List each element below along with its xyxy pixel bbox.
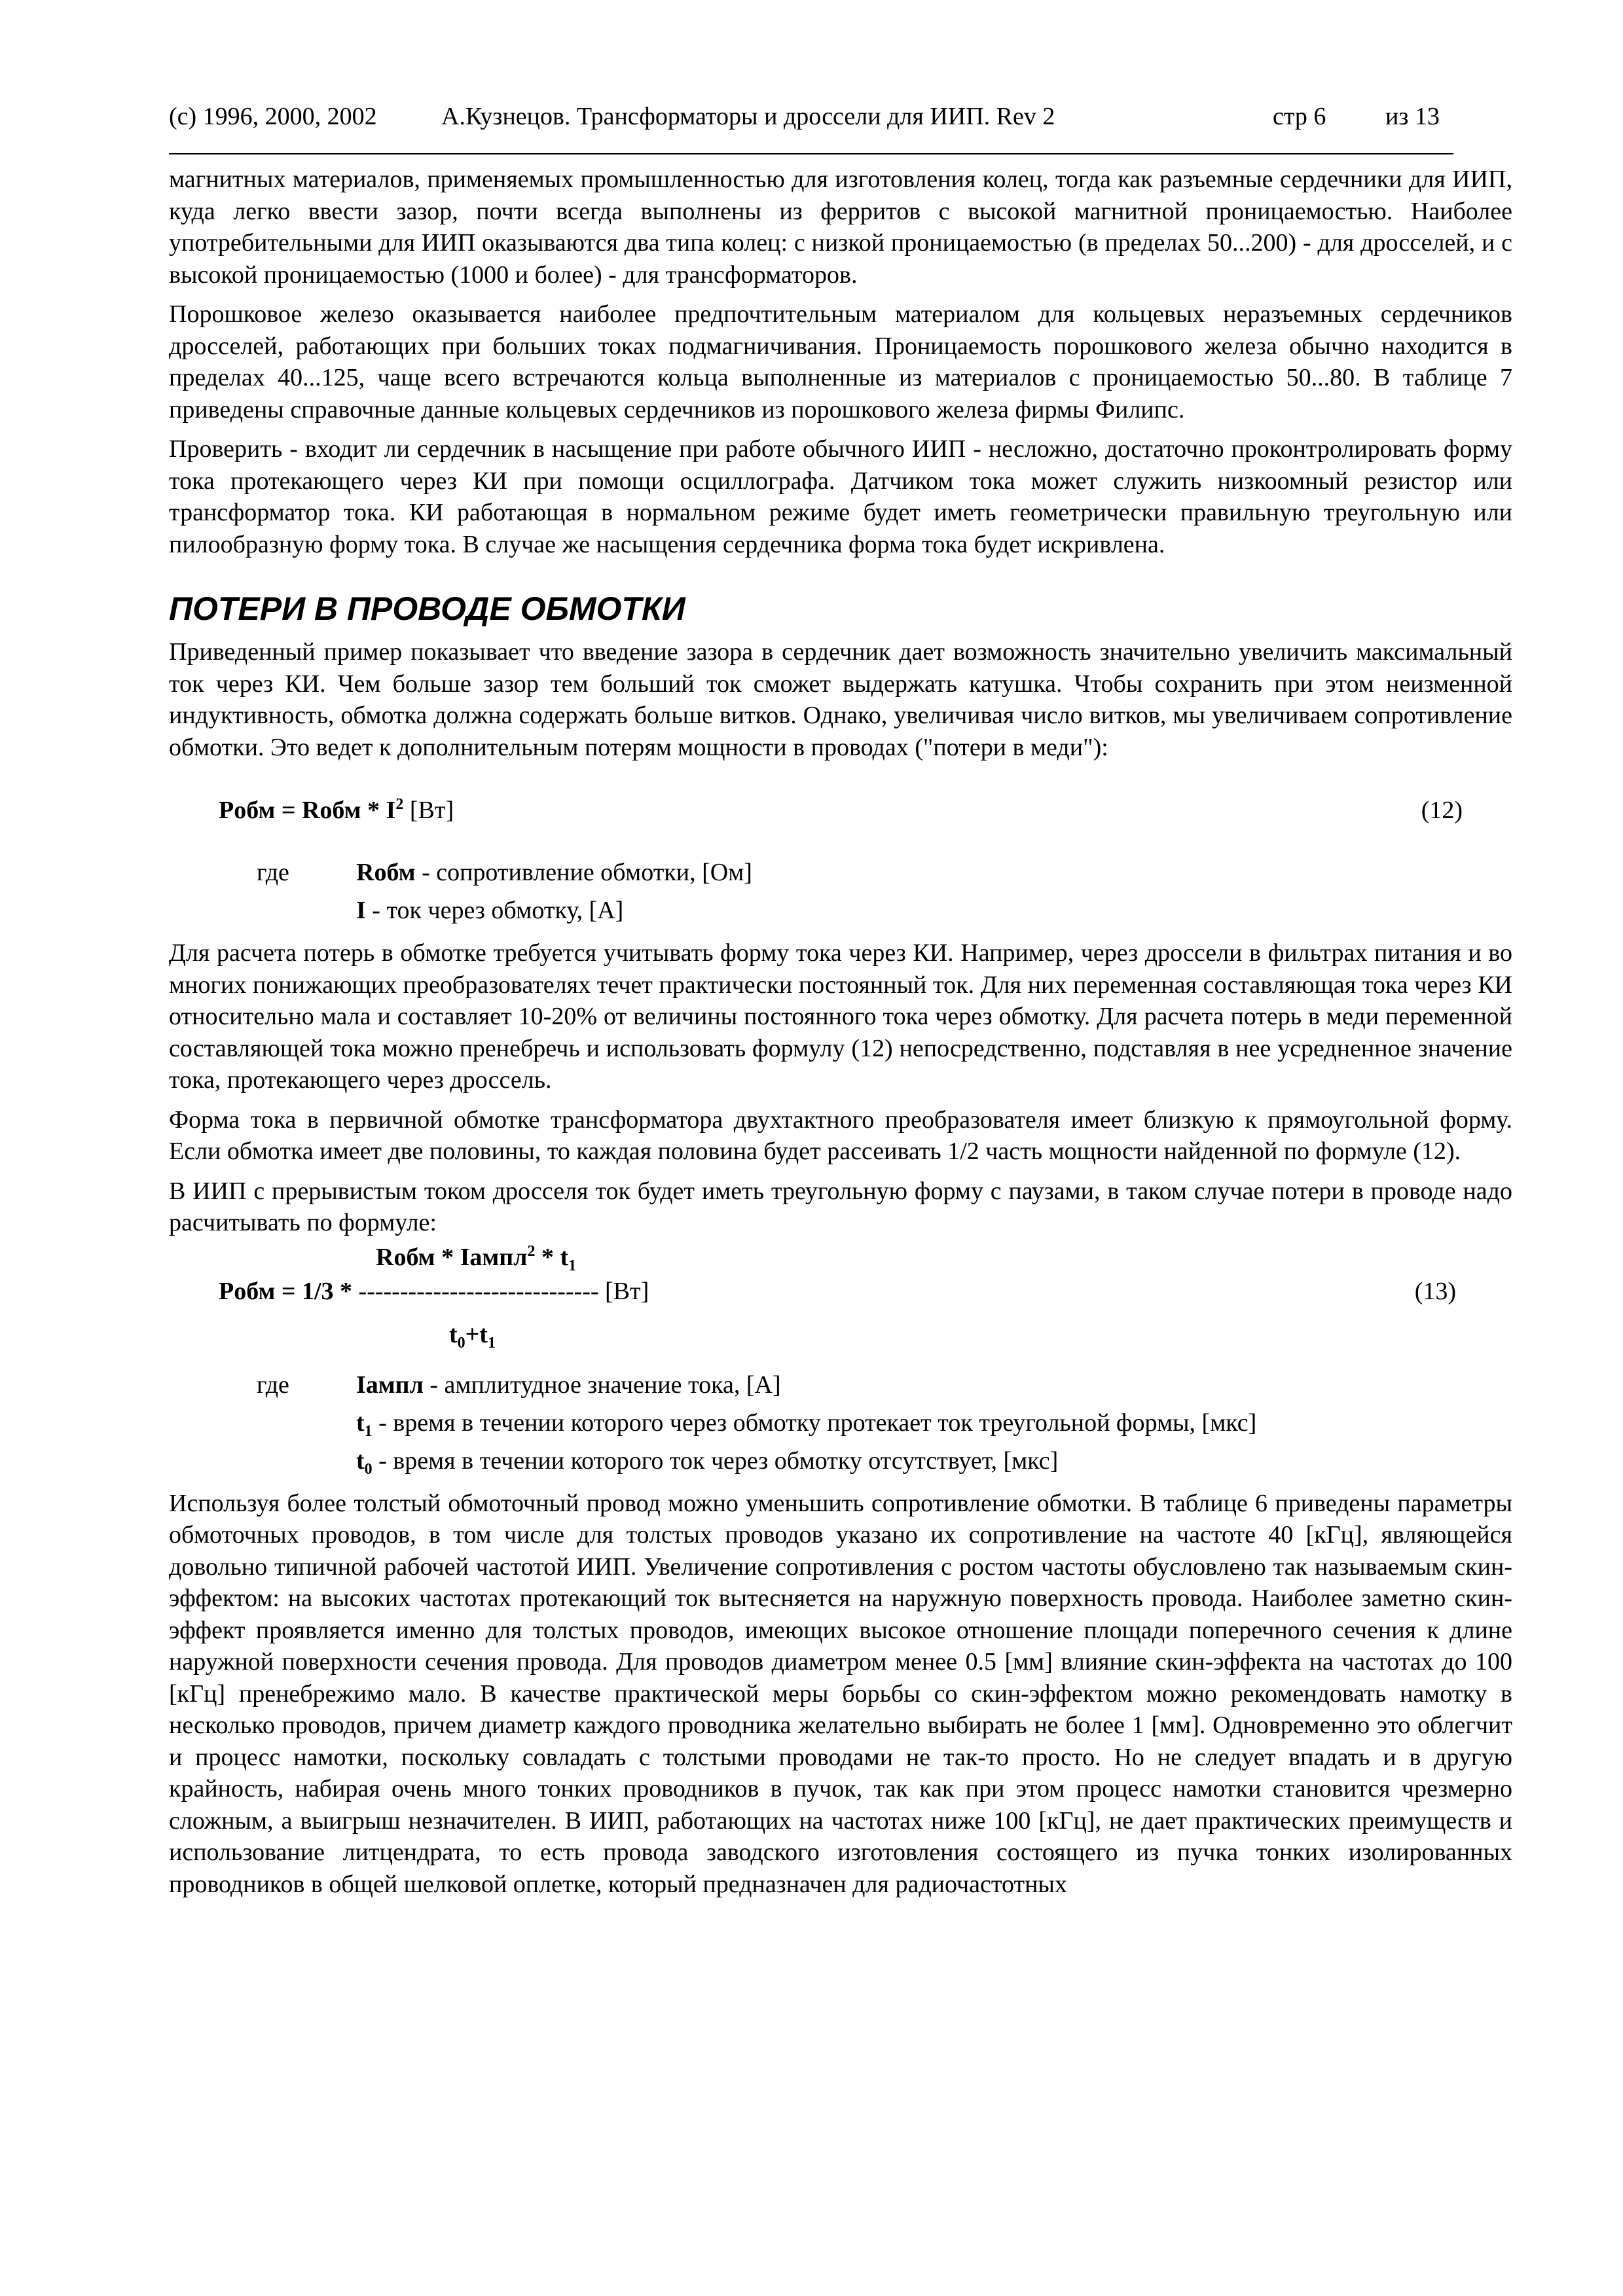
paragraph-1: магнитных материалов, применяемых промышленностью для изготовления колец, тогда как разъемные сердечники для ИИП, куда легко ввести зазор, почти всегда выполнены из ферритов с высокой магнитной проницаемостью. Наиболее употребительными для ИИП оказываются два типа колец: с низкой проницаемостью (в пределах 50...200) - для дросселей, и с высокой проницаемостью (1000 и более) - для трансформаторов. — [169, 166, 1512, 289]
paragraph-3: Проверить - входит ли сердечник в насыщение при работе обычного ИИП - несложно, достаточно проконтролировать форму тока протекающего через КИ при помощи осциллографа. Датчиком тока может служить низкоомный резистор или трансформатор тока. КИ работающая в нормальном режиме будет иметь геометрически правильную треугольную или пилообразную форму тока. В случае же насыщения сердечника форма тока будет искривлена. — [169, 435, 1512, 558]
document-body — [169, 164, 1512, 1900]
legend-item: Iампл - амплитудное значение тока, [А] — [356, 1371, 781, 1399]
header-divider — [169, 153, 1453, 154]
formula-12 — [169, 791, 1512, 830]
paragraph-6: Форма тока в первичной обмотке трансформатора двухтактного преобразователя имеет близкую к прямоугольной форму. Если обмотка имеет две половины, то каждая половина будет рассеивать 1/2 часть мощности найденной по формуле (12). — [169, 1105, 1512, 1165]
legend-item: I - ток через обмотку, [А] — [356, 897, 624, 924]
page-header — [169, 92, 1457, 144]
formula-13-denominator: $t_0+t_1$ — [449, 1320, 496, 1352]
header-page-total: из 13 — [1385, 103, 1440, 130]
legend-item: $t_0$ - время в течении которого ток через обмотку отсутствует, [мкс] — [356, 1446, 1059, 1478]
legend-item: Rобм - сопротивление обмотки, [Ом] — [356, 859, 752, 886]
header-copyright: (c) 1996, 2000, 2002 — [169, 103, 377, 130]
formula-12-legend — [169, 853, 1512, 929]
formula-13-number: (13) — [1414, 1277, 1456, 1305]
formula-12-number: (12) — [1421, 797, 1463, 824]
formula-13-legend — [169, 1366, 1512, 1480]
formula-12-expression: Pобм = Rобм * $I^2$ [Вт] — [219, 796, 454, 824]
paragraph-8: Используя более толстый обмоточный провод можно уменьшить сопротивление обмотки. В таблице 6 приведены параметры обмоточных проводов, в том числе для толстых проводов указано их сопротивление на частоте 40 [кГц], являющейся довольно типичной рабочей частотой ИИП. Увеличение сопротивления с ростом частоты обусловлено так называемым скин-эффектом: на высоких частотах протекающий ток вытесняется на наружную поверхность провода. Наиболее заметно скин-эффект проявляется именно для толстых проводов, имеющих высокое отношение площади поперечного сечения к длине наружной поверхности сечения провода. Для проводов диаметром менее 0.5 [мм] влияние скин-эффекта на частотах до 100 [кГц] пренебрежимо мало. В качестве практической меры борьбы со скин-эффектом можно рекомендовать намотку в несколько проводов, причем диаметр каждого проводника желательно выбирать не более 1 [мм]. Одновременно это облегчит и процесс намотки, поскольку совладать с толстыми проводами не так-то просто. Но не следует впадать и в другую крайность, набирая очень много тонких проводников в пучок, так как при этом процесс намотки становится чрезмерно сложным, а выигрыш незначителен. В ИИП, работающих на частотах ниже 100 [кГц], не дает практических преимуществ и использование литцендрата, то есть провода заводского изготовления состоящего из пучка тонких изолированных проводников в общей шелковой оплетке, который предназначен для радиочастотных — [169, 1489, 1512, 1898]
where-label: где — [257, 1371, 289, 1399]
paragraph-2: Порошковое железо оказывается наиболее предпочтительным материалом для кольцевых неразъемных сердечников дросселей, работающих при больших токах подмагничивания. Проницаемость порошкового железа обычно находится в пределах 40...125, чаще всего встречаются кольца выполненные из материалов с проницаемостью 50...80. В таблице 7 приведены справочные данные кольцевых сердечников из порошкового железа фирмы Филипс. — [169, 300, 1512, 423]
formula-13-expression: Pобм = 1/3 * ----------------------------- [Вт] — [219, 1277, 649, 1305]
paragraph-5: Для расчета потерь в обмотке требуется учитывать форму тока через КИ. Например, через дроссели в фильтрах питания и во многих понижающих преобразователях течет практически постоянный ток. Для них переменная составляющая тока через КИ относительно мала и составляет 10-20% от величины постоянного тока через обмотку. Для расчета потерь в меди переменной составляющей тока можно пренебречь и использовать формулу (12) непосредственно, подставляя в нее усредненное значение тока, протекающего через дроссель. — [169, 939, 1512, 1094]
header-page-number: стр 6 — [1273, 103, 1326, 130]
header-title: А.Кузнецов. Трансформаторы и дроссели для ИИП. Rev 2 — [441, 103, 1055, 130]
paragraph-4: Приведенный пример показывает что введение зазора в сердечник дает возможность значительно увеличить максимальный ток через КИ. Чем больше зазор тем больший ток сможет выдержать катушка. Чтобы сохранить при этом неизменной индуктивность, обмотка должна содержать больше витков. Однако, увеличивая число витков, мы увеличиваем сопротивление обмотки. Это ведет к дополнительным потерям мощности в проводах ("потери в меди"): — [169, 638, 1512, 761]
section-heading: ПОТЕРИ В ПРОВОДЕ ОБМОТКИ — [169, 590, 685, 627]
formula-13-numerator: Rобм * Iампл$^2$ * $t_1$ — [376, 1242, 577, 1274]
where-label: где — [257, 859, 289, 886]
formula-13 — [169, 1242, 1512, 1357]
legend-item: $t_1$ - время в течении которого через обмотку протекает ток треугольной формы, [мкс] — [356, 1408, 1257, 1440]
paragraph-7: В ИИП с прерывистым током дросселя ток будет иметь треугольную форму с паузами, в таком случае потери в проводе надо расчитывать по формуле: — [169, 1177, 1512, 1236]
